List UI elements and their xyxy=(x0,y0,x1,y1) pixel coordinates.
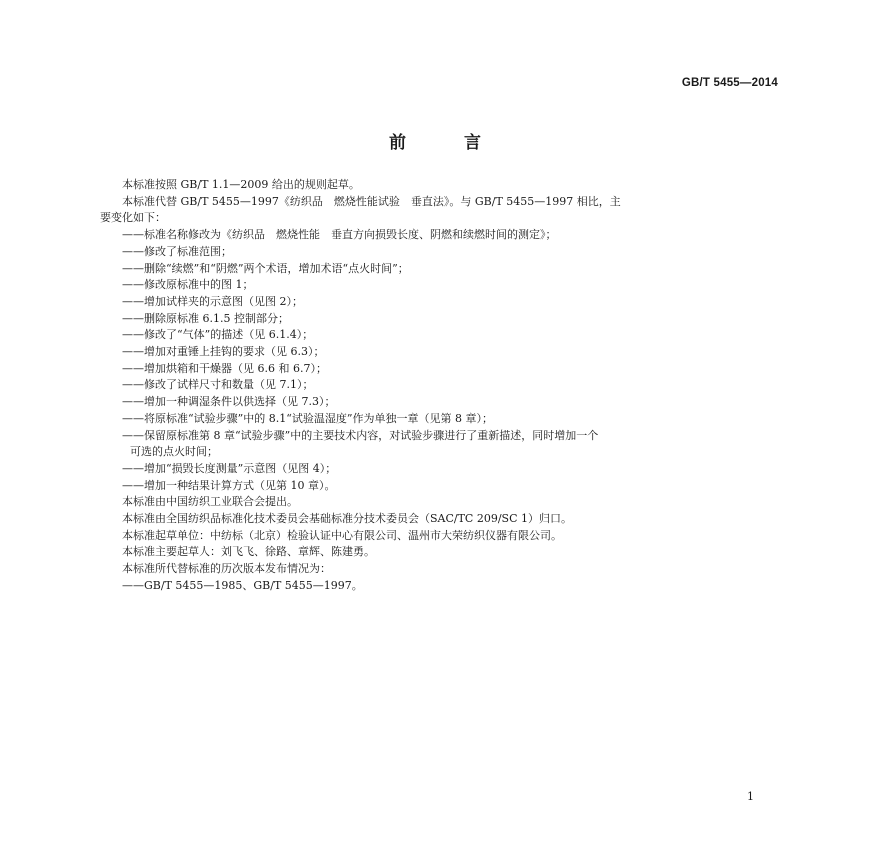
page-number: 1 xyxy=(747,790,754,803)
list-item: ——修改了试样尺寸和数量（见 7.1）； xyxy=(122,378,314,392)
list-item: ——增加一种结果计算方式（见第 10 章）。 xyxy=(122,478,336,492)
list-item-continuation: 可选的点火时间； xyxy=(130,445,218,459)
list-item: ——增加试样夹的示意图（见图 2）； xyxy=(122,294,303,308)
page-title: 前言 xyxy=(389,133,539,153)
paragraph: 本标准由中国纺织工业联合会提出。 xyxy=(122,495,298,509)
paragraph: 本标准主要起草人：刘飞飞、徐路、章辉、陈建勇。 xyxy=(122,545,375,559)
list-item: ——GB/T 5455—1985、GB/T 5455—1997。 xyxy=(122,578,363,592)
document-code: GB/T 5455—2014 xyxy=(681,77,778,89)
list-item: ——增加烘箱和干燥器（见 6.6 和 6.7）； xyxy=(122,361,327,375)
list-item: ——增加一种调湿条件以供选择（见 7.3）； xyxy=(122,395,336,409)
paragraph: 本标准起草单位：中纺标（北京）检验认证中心有限公司、温州市大荣纺织仪器有限公司。 xyxy=(122,528,562,542)
list-item: ——修改了“气体”的描述（见 6.1.4）； xyxy=(122,328,314,342)
paragraph: 本标准按照 GB/T 1.1—2009 给出的规则起草。 xyxy=(122,178,360,191)
list-item: ——修改了标准范围； xyxy=(122,244,232,258)
list-item: ——增加对重锤上挂钩的要求（见 6.3）； xyxy=(122,345,325,359)
list-item: ——增加“损毁长度测量”示意图（见图 4）； xyxy=(122,461,337,475)
paragraph: 本标准由全国纺织品标准化技术委员会基础标准分技术委员会（SAC/TC 209/SC 1）归口。 xyxy=(122,512,572,526)
list-item: ——修改原标准中的图 1； xyxy=(122,278,254,292)
foreword-body xyxy=(100,177,780,595)
paragraph: 本标准代替 GB/T 5455—1997《纺织品 燃烧性能试验 垂直法》。与 GB/T 5455—1997 相比，主 xyxy=(122,194,621,208)
list-item: ——标准名称修改为《纺织品 燃烧性能 垂直方向损毁长度、阴燃和续燃时间的测定》； xyxy=(122,228,557,242)
list-item: ——保留原标准第 8 章“试验步骤”中的主要技术内容，对试验步骤进行了重新描述，同时增加一个 xyxy=(122,428,599,442)
list-item: ——删除原标准 6.1.5 控制部分； xyxy=(122,311,289,325)
paragraph: 本标准所代替标准的历次版本发布情况为： xyxy=(122,562,331,576)
paragraph: 要变化如下： xyxy=(100,211,166,225)
list-item: ——将原标准“试验步骤”中的 8.1“试验温湿度”作为单独一章（见第 8 章）； xyxy=(122,411,493,425)
list-item: ——删除“续燃”和“阴燃”两个术语，增加术语“点火时间”； xyxy=(122,261,409,275)
